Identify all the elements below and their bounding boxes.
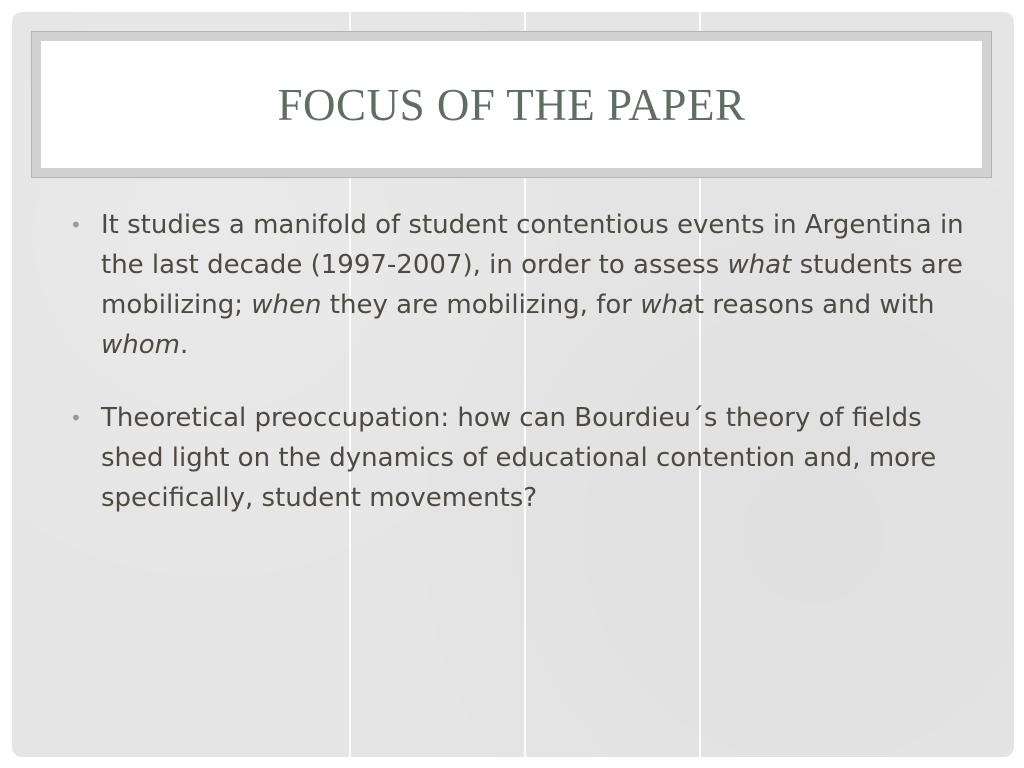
title-box xyxy=(41,41,982,168)
italic-text-segment: wha xyxy=(640,290,694,320)
bullet-item xyxy=(70,205,970,365)
bullet-icon: • xyxy=(70,406,82,430)
slide-canvas xyxy=(12,12,1014,757)
slide-title: FOCUS OF THE PAPER xyxy=(277,79,746,130)
bullet-icon: • xyxy=(70,213,82,237)
bullet-text xyxy=(101,205,970,365)
bullet-item xyxy=(70,398,970,518)
text-segment: It studies a manifold of student contentious events in Argentina in the last decade (1997-2007), in order to assess xyxy=(101,210,964,280)
text-segment: t reasons and with xyxy=(693,290,935,320)
slide-body xyxy=(70,205,970,551)
italic-text-segment: when xyxy=(251,290,322,320)
text-segment: . xyxy=(179,330,189,360)
text-segment: they are mobilizing, for xyxy=(321,290,641,320)
bullet-text xyxy=(101,398,970,518)
text-segment: students are mobilizing; xyxy=(101,250,963,320)
title-frame xyxy=(31,31,992,178)
italic-text-segment: what xyxy=(727,250,792,280)
text-segment: Theoretical preoccupation: how can Bourdieu´s theory of fields shed light on the dynamics of educational contention and, more specifically, student movements? xyxy=(101,403,937,513)
italic-text-segment: whom xyxy=(101,330,180,360)
